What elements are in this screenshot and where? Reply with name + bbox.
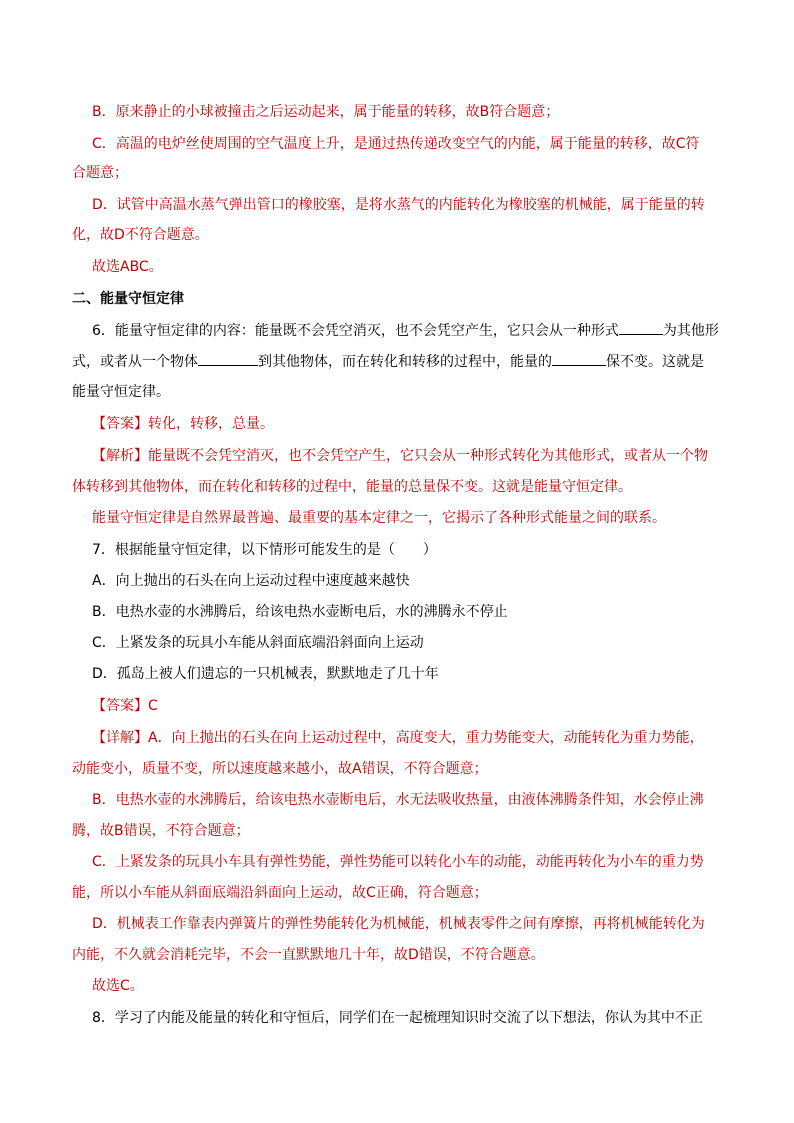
q6-blank-3 <box>552 351 606 366</box>
prev-explanation-c-line1: C．高温的电炉丝使周围的空气温度上升，是通过热传递改变空气的内能，属于能量的转移，故C符 <box>92 136 700 152</box>
q7-option-b: B．电热水壶的水沸腾后，给该电热水壶断电后，水的沸腾永不停止 <box>92 604 508 620</box>
prev-explanation-choice: 故选ABC。 <box>92 259 163 275</box>
q6-stem-text-a: 6．能量守恒定律的内容：能量既不会凭空消灭，也不会凭空产生，它只会从一种形式 <box>92 323 619 339</box>
q6-analysis-line2: 体转移到其他物体，而在转化和转移的过程中，能量的总量保不变。这就是能量守恒定律。 <box>72 479 632 495</box>
q6-blank-1 <box>619 320 663 335</box>
q7-option-c: C．上紧发条的玩具小车能从斜面底端沿斜面向上运动 <box>92 635 424 651</box>
prev-explanation-c-line2: 合题意； <box>72 165 128 181</box>
q7-detail-d-line1: D．机械表工作靠表内弹簧片的弹性势能转化为机械能，机械表零件之间有摩擦，再将机械能转化为 <box>92 916 705 932</box>
q7-stem: 7．根据能量守恒定律，以下情形可能发生的是（ ） <box>92 542 437 558</box>
section-title: 二、能量守恒定律 <box>72 291 184 307</box>
q7-detail-c-line1: C．上紧发条的玩具小车具有弹性势能，弹性势能可以转化小车的动能，动能再转化为小车的重力势 <box>92 854 704 870</box>
q6-stem-line3: 能量守恒定律。 <box>72 384 170 400</box>
q6-answer: 【答案】转化，转移，总量。 <box>92 416 274 432</box>
q7-detail-c-line2: 能，所以小车能从斜面底端沿斜面向上运动，故C正确，符合题意； <box>72 885 488 901</box>
q7-detail-b-line2: 腾，故B错误，不符合题意； <box>72 823 250 839</box>
q6-stem-text-b: 为其他形 <box>662 323 719 339</box>
q6-stem-text-d: 到其他物体，而在转化和转移的过程中，能量的 <box>258 354 552 370</box>
q6-stem-text-c: 式，或者从一个物体 <box>72 354 198 370</box>
q7-detail-a-line1: 【详解】A．向上抛出的石头在向上运动过程中，高度变大，重力势能变大，动能转化为重力势能， <box>92 730 704 746</box>
q6-stem-line1 <box>92 320 719 341</box>
q8-stem-line1: 8．学习了内能及能量的转化和守恒后，同学们在一起梳理知识时交流了以下想法，你认为其中不正 <box>92 1010 703 1026</box>
q6-blank-2 <box>198 351 258 366</box>
prev-explanation-d-line1: D．试管中高温水蒸气弹出管口的橡胶塞，是将水蒸气的内能转化为橡胶塞的机械能，属于能量的转 <box>92 197 705 213</box>
prev-explanation-d-line2: 化，故D不符合题意。 <box>72 227 209 243</box>
q7-option-d: D．孤岛上被人们遗忘的一只机械表，默默地走了几十年 <box>92 666 439 682</box>
q7-detail-d-line2: 内能，不久就会消耗完毕，不会一直默默地几十年，故D错误，不符合题意。 <box>72 947 545 963</box>
q7-choice: 故选C。 <box>92 978 144 994</box>
q6-stem-line2 <box>72 351 704 372</box>
q6-analysis-note: 能量守恒定律是自然界最普遍、最重要的基本定律之一，它揭示了各种形式能量之间的联系。 <box>92 510 666 526</box>
q7-option-a: A．向上抛出的石头在向上运动过程中速度越来越快 <box>92 573 410 589</box>
q7-detail-b-line1: B．电热水壶的水沸腾后，给该电热水壶断电后，水无法吸收热量，由液体沸腾条件知，水会停止沸 <box>92 792 704 808</box>
q7-detail-a-line2: 动能变小，质量不变，所以速度越来越小，故A错误，不符合题意； <box>72 761 488 777</box>
prev-explanation-b: B．原来静止的小球被撞击之后运动起来，属于能量的转移，故B符合题意； <box>92 104 560 120</box>
q7-answer: 【答案】C <box>92 698 158 714</box>
q6-analysis-line1: 【解析】能量既不会凭空消灭，也不会凭空产生，它只会从一种形式转化为其他形式，或者从一个物 <box>92 448 708 464</box>
q6-stem-text-e: 保不变。这就是 <box>606 354 704 370</box>
